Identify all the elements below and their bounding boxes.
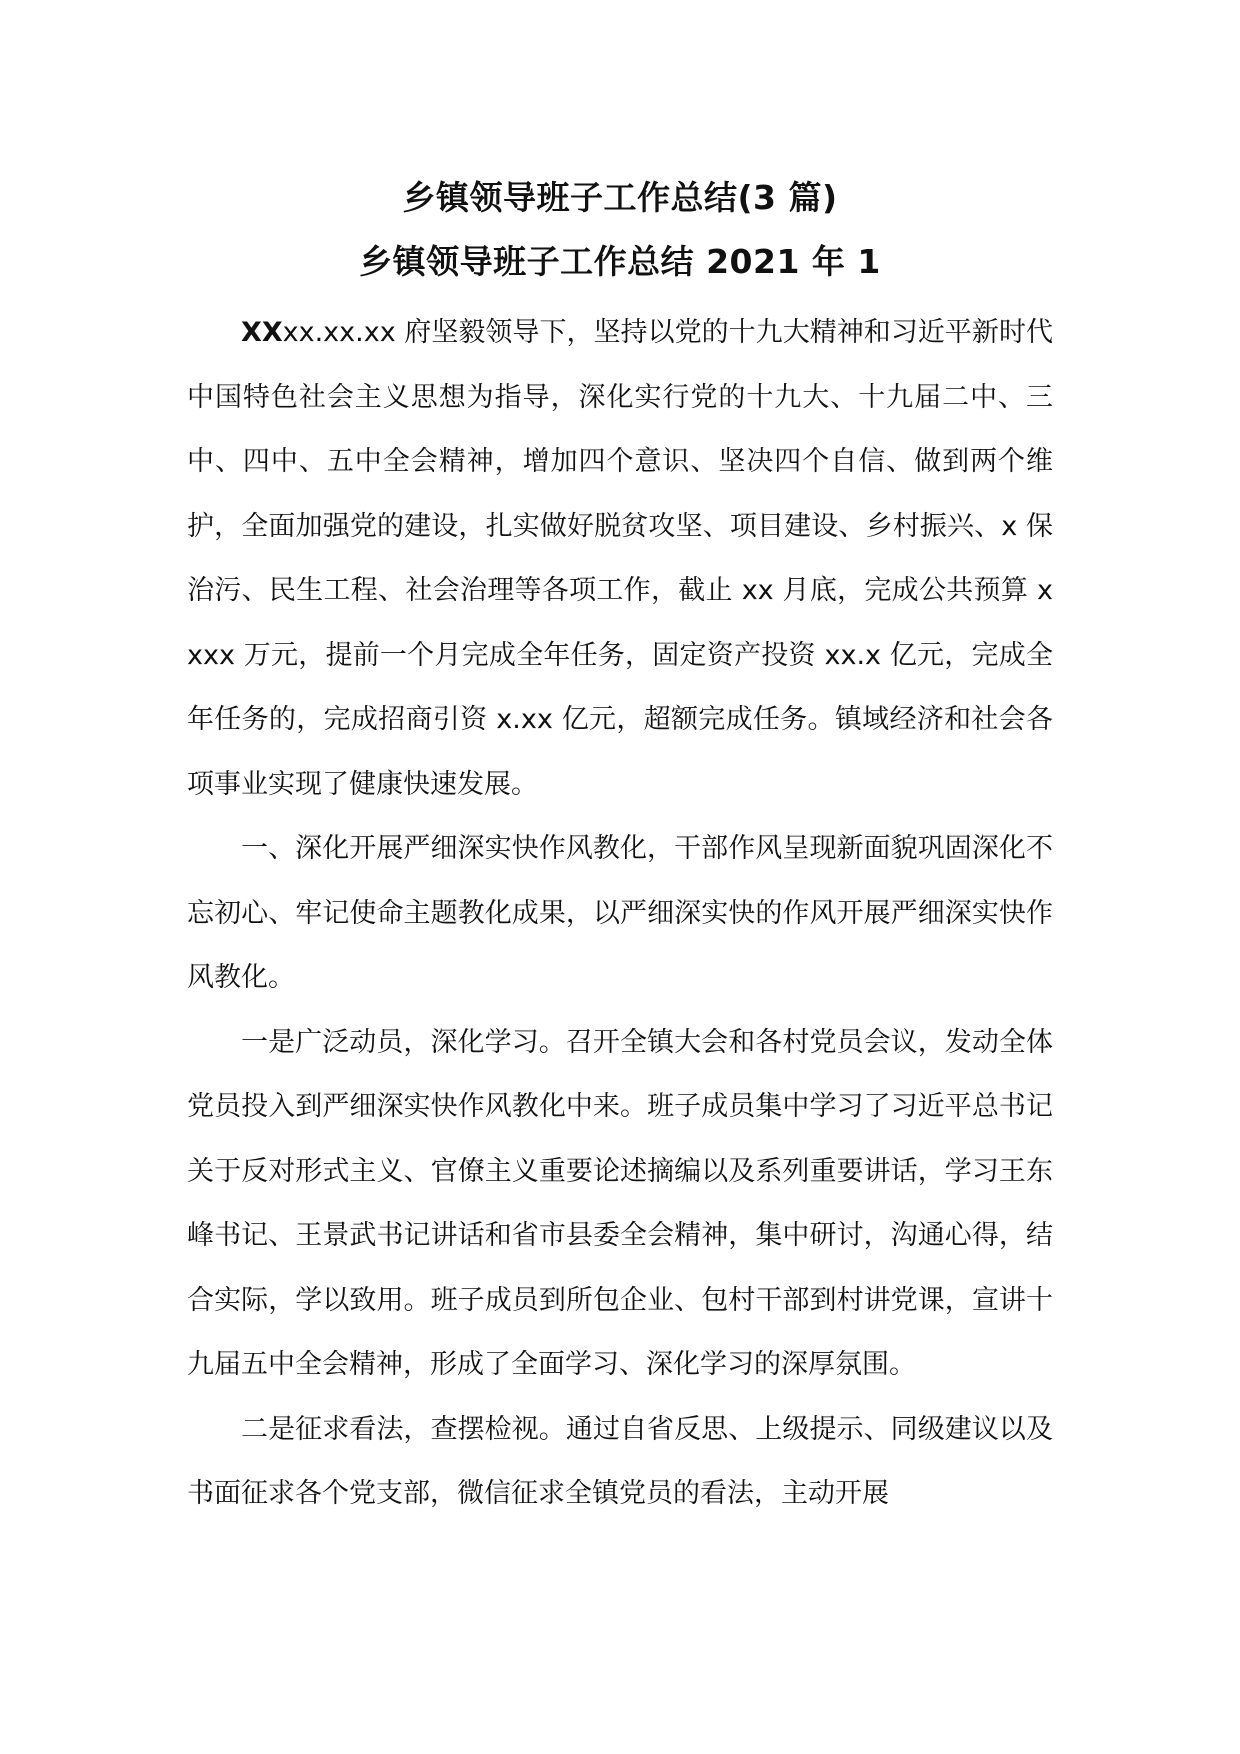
paragraph-section-one: 一、深化开展严细深实快作风教化，干部作风呈现新面貌巩固深化不忘初心、牢记使命主题教化成果，以严细深实快的作风开展严细深实快作风教化。 <box>187 833 1053 993</box>
document-subtitle: 乡镇领导班子工作总结 2021 年 1 <box>359 242 881 281</box>
paragraph-point-one: 一是广泛动员，深化学习。召开全镇大会和各村党员会议，发动全体党员投入到严细深实快作风教化中来。班子成员集中学习了习近平总书记关于反对形式主义、官僚主义重要论述摘编以及系列重要讲话，学习王东峰书记、王景武书记讲话和省市县委全会精神，集中研讨，沟通心得，结合实际，学以致用。班子成员到所包企业、包村干部到村讲党课，宣讲十九届五中全会精神，形成了全面学习、深化学习的深厚氛围。 <box>187 1026 1053 1380</box>
document-body <box>187 301 1053 1527</box>
document-title: 乡镇领导班子工作总结(3 篇) <box>402 178 838 217</box>
paragraph-lead: XX <box>241 317 283 348</box>
paragraph-text: xx.xx.xx 府坚毅领导下，坚持以党的十九大精神和习近平新时代中国特色社会主义思想为指导，深化实行党的十九大、十九届二中、三中、四中、五中全会精神，增加四个意识、坚决四个自信、做到两个维护，全面加强党的建设，扎实做好脱贫攻坚、项目建设、乡村振兴、x 保治污、民生工程、社会治理等各项工作，截止 xx 月底，完成公共预算 xxxx 万元，提前一个月完成全年任务，固定资产投资 xx.x 亿元，完成全年任务的，完成招商引资 x.xx 亿元，超额完成任务。镇域经济和社会各项事业实现了健康快速发展。 <box>187 317 1053 800</box>
paragraph-point-two: 二是征求看法，查摆检视。通过自省反思、上级提示、同级建议以及书面征求各个党支部，微信征求全镇党员的看法，主动开展 <box>187 1413 1053 1509</box>
paragraph-intro <box>187 301 1053 817</box>
